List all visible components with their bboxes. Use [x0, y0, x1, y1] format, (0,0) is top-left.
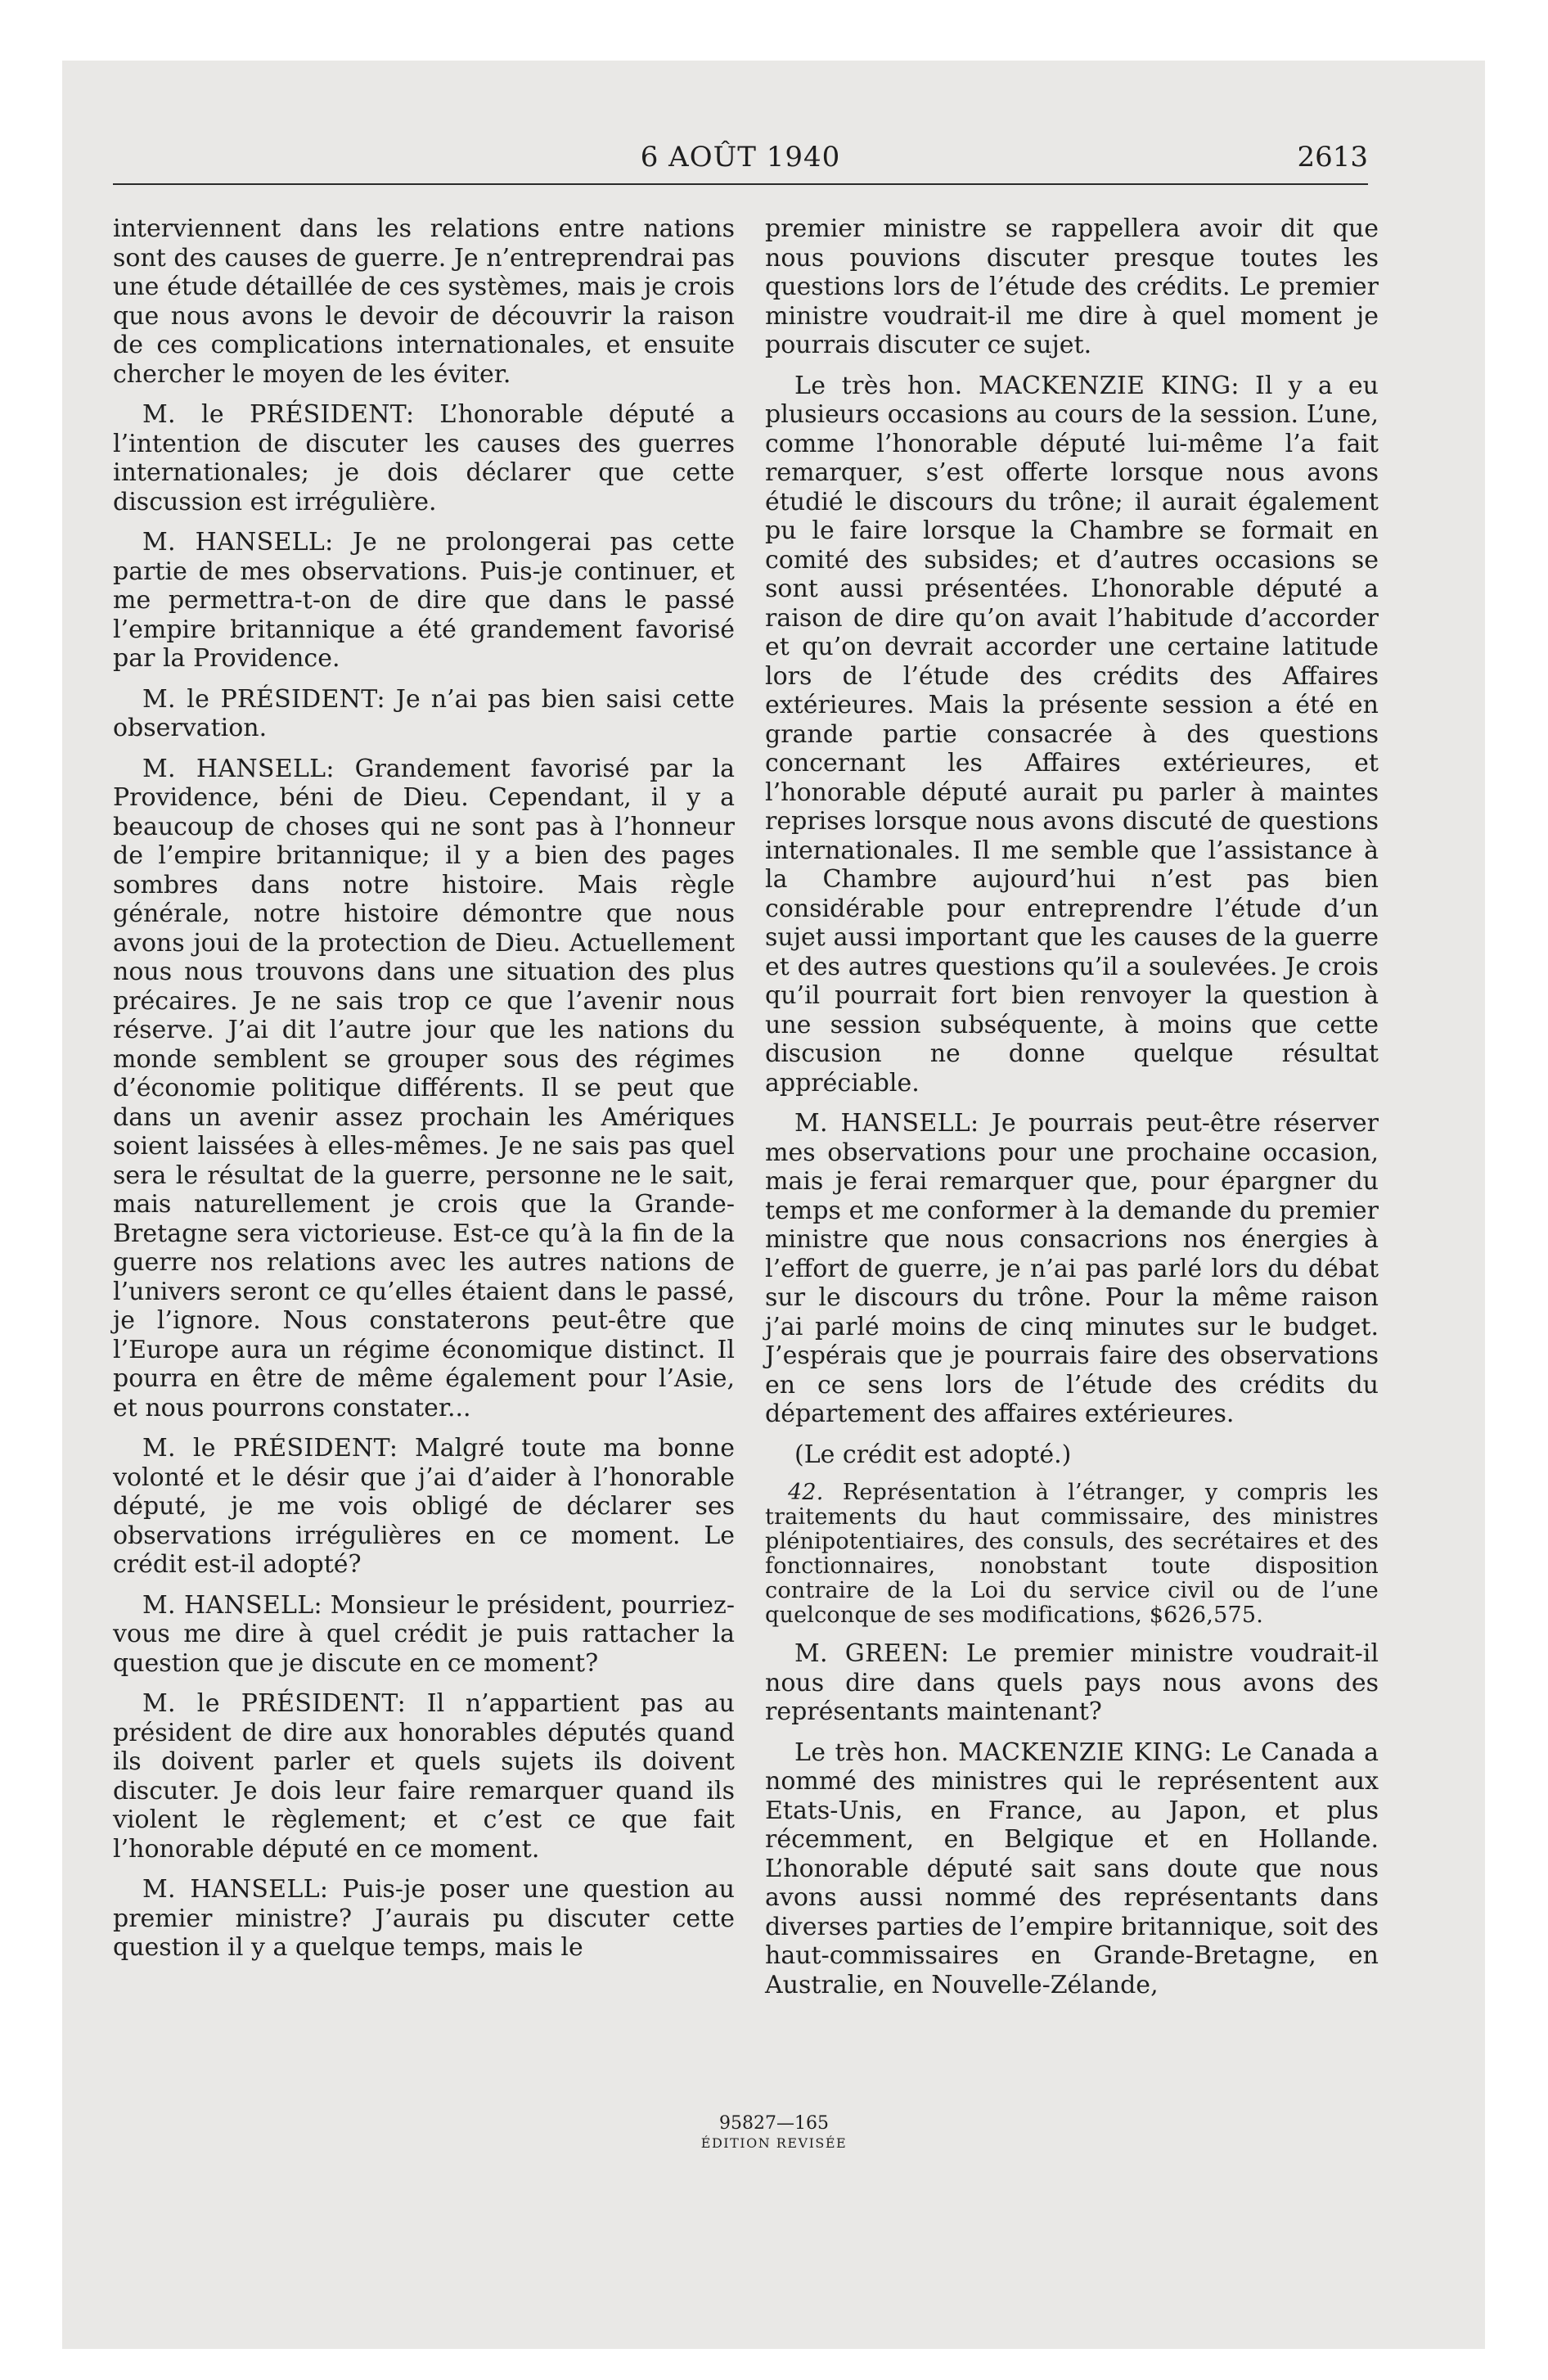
estimate-item [765, 1481, 1379, 1628]
running-head [113, 137, 1368, 187]
paragraph-text: interviennent dans les relations entre nations sont des causes de guerre. Je n’entreprendrai pas une étude détaillée de ces systèmes, mais je crois que nous avons le devoir de découvrir la raison de ces complications internationales, et ensuite chercher le moyen de les éviter. [113, 214, 735, 389]
header-rule [113, 183, 1368, 185]
speech-text: Je n’ai pas bien saisi cette observation. [113, 684, 735, 742]
paragraph-text: premier ministre se rappellera avoir dit que nous pouvions discuter presque toutes les questions lors de l’étude des crédits. Le premier ministre voudrait-il me dire à quel moment je pourrais discuter ce sujet. [765, 214, 1379, 359]
speech [113, 528, 735, 674]
speech-text: Le Canada a nommé des ministres qui le représentent aux Etats-Unis, en France, au Japon, et plus récemment, en Belgique et en Hollande. L’honorable député sait sans doute que nous avons aussi nommé des représentants dans diverses parties de l’empire britannique, soit des haut-commissaires en Grande-Bretagne, en Australie, en Nouvelle-Zélande, [765, 1738, 1379, 1999]
speaker: M. le PRÉSIDENT: [142, 400, 415, 429]
speech-text: Il y a eu plusieurs occasions au cours de la session. L’une, comme l’honorable député lui-même l’a fait remarquer, s’est offerte lorsque nous avons étudié le discours du trône; il aurait également pu le faire lorsque la Chambre se formait en comité des subsides; et d’autres occasions se sont aussi présentées. L’honorable député a raison de dire qu’on avait l’habitude d’accorder et qu’on devrait accorder une certaine latitude lors de l’étude des crédits des Affaires extérieures. Mais la présente session a été en grande partie consacrée à des questions concernant les Affaires extérieures, et l’honorable député aurait pu parler à maintes reprises lorsque nous avons discuté de questions internationales. Il me semble que l’assistance à la Chambre aujourd’hui n’est pas bien considérable pour entreprendre l’étude d’un sujet aussi important que les causes de la guerre et des autres questions qu’il a soulevées. Je crois qu’il pourrait fort bien renvoyer la question à une session subséquente, à moins que cette discusion ne donne quelque résultat appréciable. [765, 371, 1379, 1098]
speaker: M. le PRÉSIDENT: [142, 1434, 398, 1463]
speaker: Le très hon. MACKENZIE KING: [794, 1738, 1213, 1767]
paragraph [113, 214, 735, 389]
speech [765, 1738, 1379, 2000]
print-code: 95827—165 [719, 2113, 829, 2134]
page-date: 6 AOÛT 1940 [640, 141, 841, 174]
speaker: M. HANSELL: [142, 1875, 329, 1904]
right-column [765, 214, 1379, 2011]
speaker: M. le PRÉSIDENT: [142, 1689, 407, 1718]
speech [113, 1689, 735, 1864]
speech [113, 1591, 735, 1679]
speaker: M. HANSELL: [142, 528, 334, 557]
item-number: 42. [788, 1480, 824, 1505]
speech-text: Grandement favorisé par la Providence, béni de Dieu. Cependant, il y a beaucoup de choses qui ne sont pas à l’honneur de l’empire britannique; il y a bien des pages sombres dans notre histoire. Mais règle générale, notre histoire démontre que nous avons joui de la protection de Dieu. Actuellement nous nous trouvons dans une situation des plus précaires. Je ne sais trop ce que l’avenir nous réserve. J’ai dit l’autre jour que les nations du monde semblent se grouper sous des régimes d’économie politique différents. Il se peut que dans un avenir assez prochain les Amériques soient laissées à elles-mêmes. Je ne sais pas quel sera le résultat de la guerre, personne ne le sait, mais naturellement je crois que la Grande-Bretagne sera victorieuse. Est-ce qu’à la fin de la guerre nos relations avec les autres nations de l’univers seront ce qu’elles étaient dans le passé, je l’ignore. Nous constaterons peut-être que l’Europe aura un régime économique distinct. Il pourra en être de même également pour l’Asie, et nous pourrons constater... [113, 754, 735, 1422]
page-number: 2613 [1297, 141, 1368, 174]
speaker: M. le PRÉSIDENT: [142, 684, 385, 714]
speech-text: Le premier ministre voudrait-il nous dire dans quels pays nous avons des représentants maintenant? [765, 1639, 1379, 1726]
speech [113, 1875, 735, 1963]
speech-text: Puis-je poser une question au premier ministre? J’aurais pu discuter cette question il y a quelque temps, mais le [113, 1875, 735, 1962]
adopted-note: (Le crédit est adopté.) [794, 1440, 1072, 1469]
speech [113, 755, 735, 1423]
speech-text: Je pourrais peut-être réserver mes observations pour une prochaine occasion, mais je ferai remarquer que, pour épargner du temps et me conformer à la demande du premier ministre que nous consacrions nos énergies à l’effort de guerre, je n’ai pas parlé lors du débat sur le discours du trône. Pour la même raison j’ai parlé moins de cinq minutes sur le budget. J’espérais que je pourrais faire des observations en ce sens lors de l’étude des crédits du département des affaires extérieures. [765, 1109, 1379, 1428]
speech [765, 1109, 1379, 1429]
left-column [113, 214, 735, 1974]
speech [113, 400, 735, 516]
speaker: M. HANSELL: [142, 1590, 322, 1620]
speaker: M. HANSELL: [794, 1109, 979, 1138]
edition-label: ÉDITION REVISÉE [700, 2135, 848, 2151]
speech-text: Je ne prolongerai pas cette partie de mes observations. Puis-je continuer, et me permettra-t-on de dire que dans le passé l’empire britannique a été grandement favorisé par la Providence. [113, 528, 735, 673]
speech [765, 372, 1379, 1098]
item-text: Représentation à l’étranger, y compris les traitements du haut commissaire, des ministres plénipotentiaires, des consuls, des secrétaires et des fonctionnaires, nonobstant toute disposition contraire de la Loi du service civil ou de l’une quelconque de ses modifications, $626,575. [765, 1480, 1379, 1628]
speech-text: Il n’appartient pas au président de dire aux honorables députés quand ils doivent parler et quels sujets ils doivent discuter. Je dois leur faire remarquer quand ils violent le règlement; et c’est ce que fait l’honorable député en ce moment. [113, 1689, 735, 1864]
speech-text: L’honorable député a l’intention de discuter les causes des guerres internationales; je dois déclarer que cette discussion est irrégulière. [113, 400, 735, 516]
speech-text: Monsieur le président, pourriez-vous me dire à quel crédit je puis rattacher la question que je discute en ce moment? [113, 1590, 735, 1678]
speaker: Le très hon. MACKENZIE KING: [794, 371, 1240, 400]
paragraph [765, 214, 1379, 360]
page-footer [0, 2113, 1548, 2151]
speaker: M. HANSELL: [142, 754, 335, 783]
speaker: M. GREEN: [794, 1639, 950, 1668]
speech [113, 685, 735, 743]
speech [765, 1639, 1379, 1727]
speech-text: Malgré toute ma bonne volonté et le désir que j’ai d’aider à l’honorable député, je me vois obligé de déclarer ses observations irrégulières en ce moment. Le crédit est-il adopté? [113, 1434, 735, 1579]
speech [113, 1434, 735, 1580]
